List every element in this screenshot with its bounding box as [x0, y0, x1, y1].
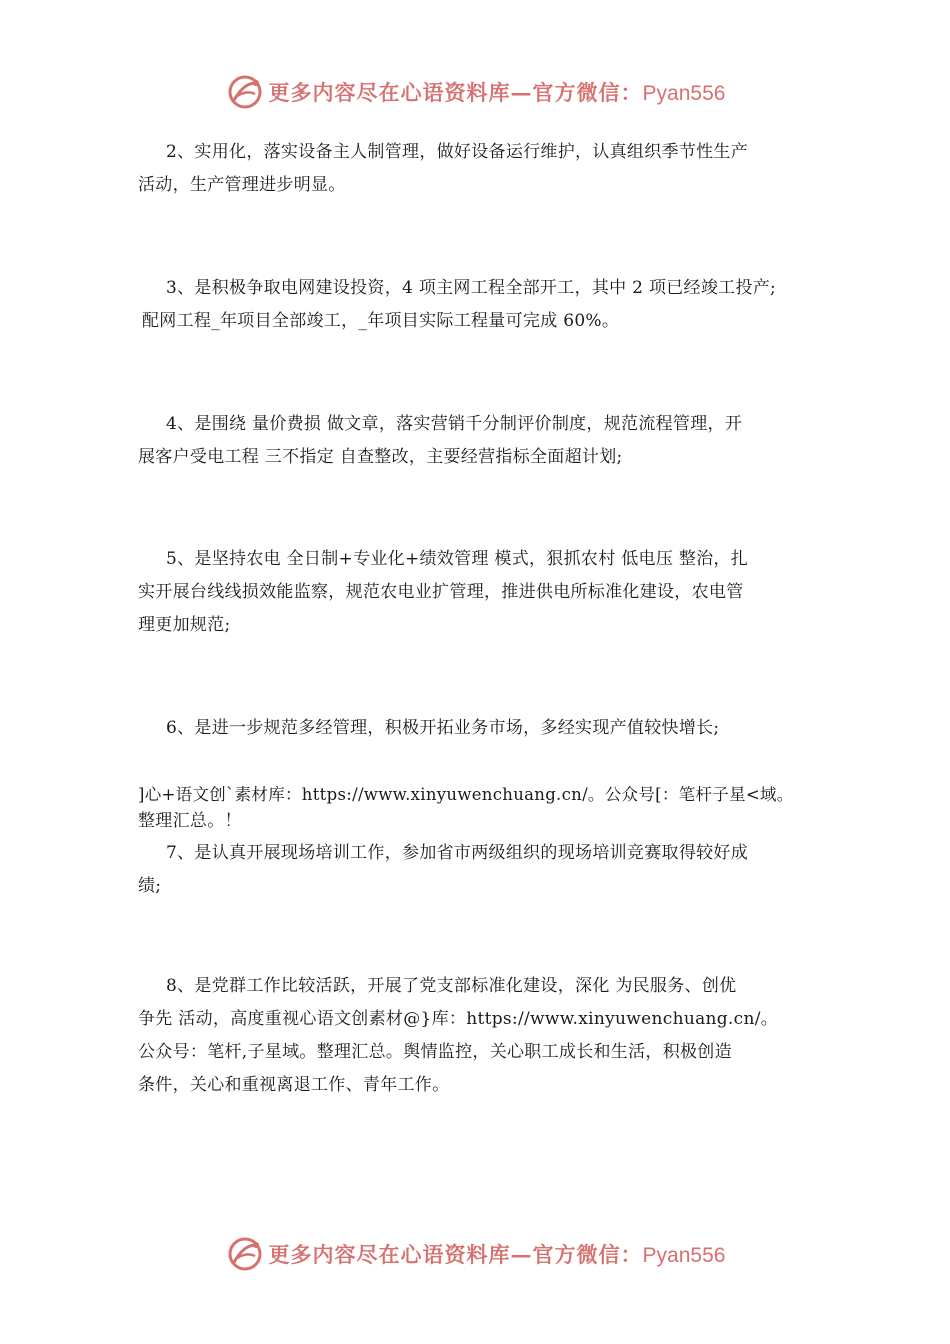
paragraph-6	[138, 712, 818, 745]
brand-logo-icon	[225, 1234, 265, 1274]
paragraph-line: 绩;	[138, 876, 162, 896]
paragraph-3	[138, 272, 818, 338]
paragraph-line: ]心+语文创`素材库：https://www.xinyuwenchuang.cn/。公众号[：笔杆子星<域。	[138, 785, 794, 804]
paragraph-line: 争先 活动，高度重视心语文创素材@}库：https://www.xinyuwenchuang.cn/。	[138, 1009, 779, 1029]
paragraph-line: 3、是积极争取电网建设投资，4 项主网工程全部开工，其中 2 项已经竣工投产;	[166, 278, 777, 298]
paragraph-line: 5、是坚持农电 全日制+专业化+绩效管理 模式，狠抓农村 低电压 整治，扎	[166, 549, 749, 569]
paragraph-line: 6、是进一步规范多经管理，积极开拓业务市场，多经实现产值较快增长;	[166, 718, 720, 738]
paragraph-line: 4、是围绕 量价费损 做文章，落实营销千分制评价制度，规范流程管理，开	[166, 414, 743, 434]
brand-logo-icon	[225, 72, 265, 112]
banner-slogan: 更多内容尽在心语资料库—官方微信：	[268, 1242, 643, 1267]
paragraph-line: 条件，关心和重视离退工作、青年工作。	[138, 1075, 450, 1095]
watermark-note	[138, 782, 818, 834]
header-banner	[0, 70, 950, 114]
footer-banner	[0, 1232, 950, 1276]
paragraph-line: 2、实用化，落实设备主人制管理，做好设备运行维护，认真组织季节性生产	[166, 142, 749, 162]
paragraph-2	[138, 136, 818, 202]
banner-text	[269, 1239, 726, 1269]
paragraph-line: 8、是党群工作比较活跃，开展了党支部标准化建设，深化 为民服务、创优	[166, 976, 737, 996]
paragraph-line: 配网工程_年项目全部竣工，_年项目实际工程量可完成 60%。	[142, 311, 620, 331]
paragraph-line: 展客户受电工程 三不指定 自查整改，主要经营指标全面超计划;	[138, 447, 623, 467]
banner-wechat-id: Pyan556	[642, 82, 726, 105]
banner-slogan: 更多内容尽在心语资料库—官方微信：	[268, 80, 643, 105]
paragraph-line: 7、是认真开展现场培训工作，参加省市两级组织的现场培训竞赛取得较好成	[166, 843, 749, 863]
paragraph-8	[138, 970, 818, 1102]
paragraph-7	[138, 837, 818, 903]
paragraph-line: 理更加规范;	[138, 615, 231, 635]
paragraph-line: 整理汇总。！	[138, 811, 242, 831]
paragraph-5	[138, 543, 818, 642]
paragraph-4	[138, 408, 818, 474]
banner-text	[269, 77, 726, 107]
banner-wechat-id: Pyan556	[642, 1244, 726, 1267]
paragraph-line: 公众号：笔杆,子星域。整理汇总。舆情监控，关心职工成长和生活，积极创造	[138, 1042, 732, 1062]
paragraph-line: 活动，生产管理进步明显。	[138, 175, 346, 195]
paragraph-line: 实开展台线线损效能监察，规范农电业扩管理，推进供电所标准化建设，农电管	[138, 582, 744, 602]
